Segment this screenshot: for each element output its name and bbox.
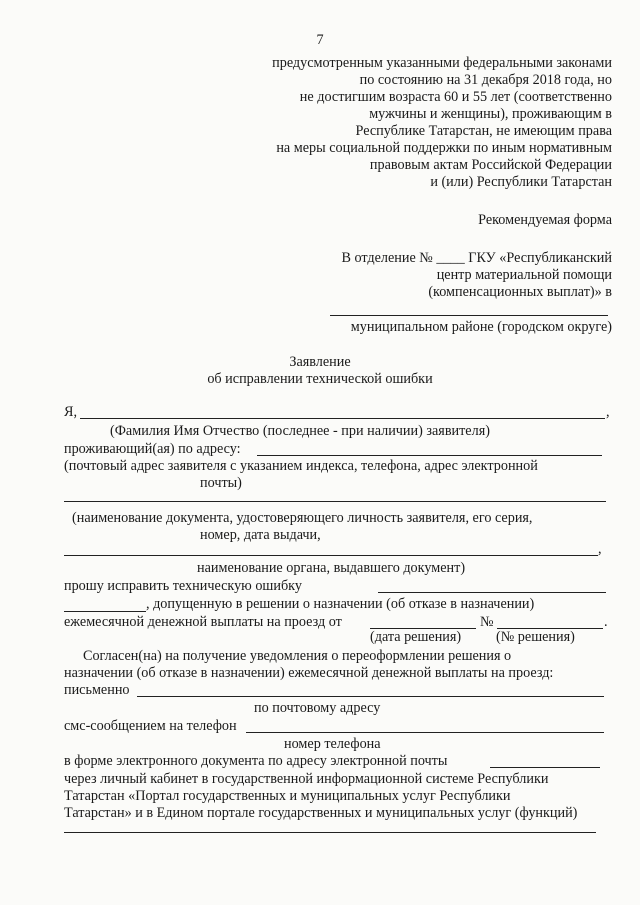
ya-label: Я,	[64, 404, 78, 420]
doc-hint: (наименование документа, удостоверяющего личность заявителя, его серия,	[72, 510, 533, 526]
cabinet-text: Татарстан» и в Едином портале государственных и муниципальных услуг (функций)	[64, 805, 578, 821]
addressee-line: центр материальной помощи	[436, 267, 612, 283]
header-block	[272, 55, 612, 191]
header-line: предусмотренным указанными федеральными законами	[272, 55, 612, 71]
email-field-line[interactable]	[490, 767, 600, 768]
cabinet-text: Татарстан «Портал государственных и муниципальных услуг Республики	[64, 788, 511, 804]
email-label: в форме электронного документа по адресу электронной почты	[64, 753, 448, 769]
addressee-block	[341, 250, 612, 301]
cabinet-text: через личный кабинет в государственной информационной системе Республики	[64, 771, 549, 787]
header-line: не достигшим возраста 60 и 55 лет (соответственно	[299, 89, 612, 105]
decision-number-hint: (№ решения)	[496, 629, 575, 645]
written-field-line[interactable]	[137, 696, 604, 697]
addressee-fill-line	[330, 315, 608, 316]
doc-hint: номер, дата выдачи,	[200, 527, 321, 543]
period: .	[604, 614, 608, 630]
addressee-line: В отделение № ____ ГКУ «Республиканский	[341, 250, 612, 266]
fio-field-line[interactable]	[80, 418, 605, 419]
page-number: 7	[316, 32, 324, 48]
address-hint: почты)	[200, 475, 242, 491]
residing-label: проживающий(ая) по адресу:	[64, 441, 241, 457]
header-line: Республике Татарстан, не имеющим права	[355, 123, 612, 139]
phone-hint: номер телефона	[284, 736, 381, 752]
error-field-line-2[interactable]	[64, 611, 146, 612]
request-text: , допущенную в решении о назначении (об отказе в назначении)	[146, 596, 535, 612]
payment-text: ежемесячной денежной выплаты на проезд от	[64, 614, 342, 630]
number-sign: №	[480, 614, 494, 630]
header-line: правовым актам Российской Федерации	[369, 157, 612, 173]
title-line: об исправлении технической ошибки	[207, 371, 433, 387]
phone-field-line[interactable]	[246, 732, 604, 733]
consent-text: назначении (об отказе в назначении) ежемесячной денежной выплаты на проезд:	[64, 665, 554, 681]
issuer-hint: наименование органа, выдавшего документ)	[197, 560, 466, 576]
fio-hint: (Фамилия Имя Отчество (последнее - при наличии) заявителя)	[110, 423, 490, 439]
title-line: Заявление	[289, 354, 351, 370]
doc-field-line[interactable]	[64, 555, 598, 556]
address-field-line[interactable]	[257, 455, 602, 456]
address-hint: (почтовый адрес заявителя с указанием индекса, телефона, адрес электронной	[64, 458, 538, 474]
comma: ,	[606, 404, 610, 420]
document-title	[0, 354, 640, 388]
postal-hint: по почтовому адресу	[254, 700, 381, 716]
comma: ,	[598, 541, 602, 557]
sms-label: смс-сообщением на телефон	[64, 718, 237, 734]
header-line: мужчины и женщины), проживающим в	[369, 106, 612, 122]
addressee-line: муниципальном районе (городском округе)	[350, 319, 612, 335]
consent-text: Согласен(на) на получение уведомления о переоформлении решения о	[83, 648, 512, 664]
recommended-form-label: Рекомендуемая форма	[478, 212, 612, 228]
addressee-line: (компенсационных выплат)» в	[428, 284, 612, 300]
header-line: по состоянию на 31 декабря 2018 года, но	[359, 72, 612, 88]
header-line: и (или) Республики Татарстан	[430, 174, 612, 190]
cabinet-field-line[interactable]	[64, 832, 596, 833]
decision-date-hint: (дата решения)	[370, 629, 462, 645]
address-field-line-2[interactable]	[64, 501, 606, 502]
header-line: на меры социальной поддержки по иным нормативным	[276, 140, 612, 156]
request-text: прошу исправить техническую ошибку	[64, 578, 302, 594]
error-field-line[interactable]	[378, 592, 606, 593]
written-label: письменно	[64, 682, 130, 698]
